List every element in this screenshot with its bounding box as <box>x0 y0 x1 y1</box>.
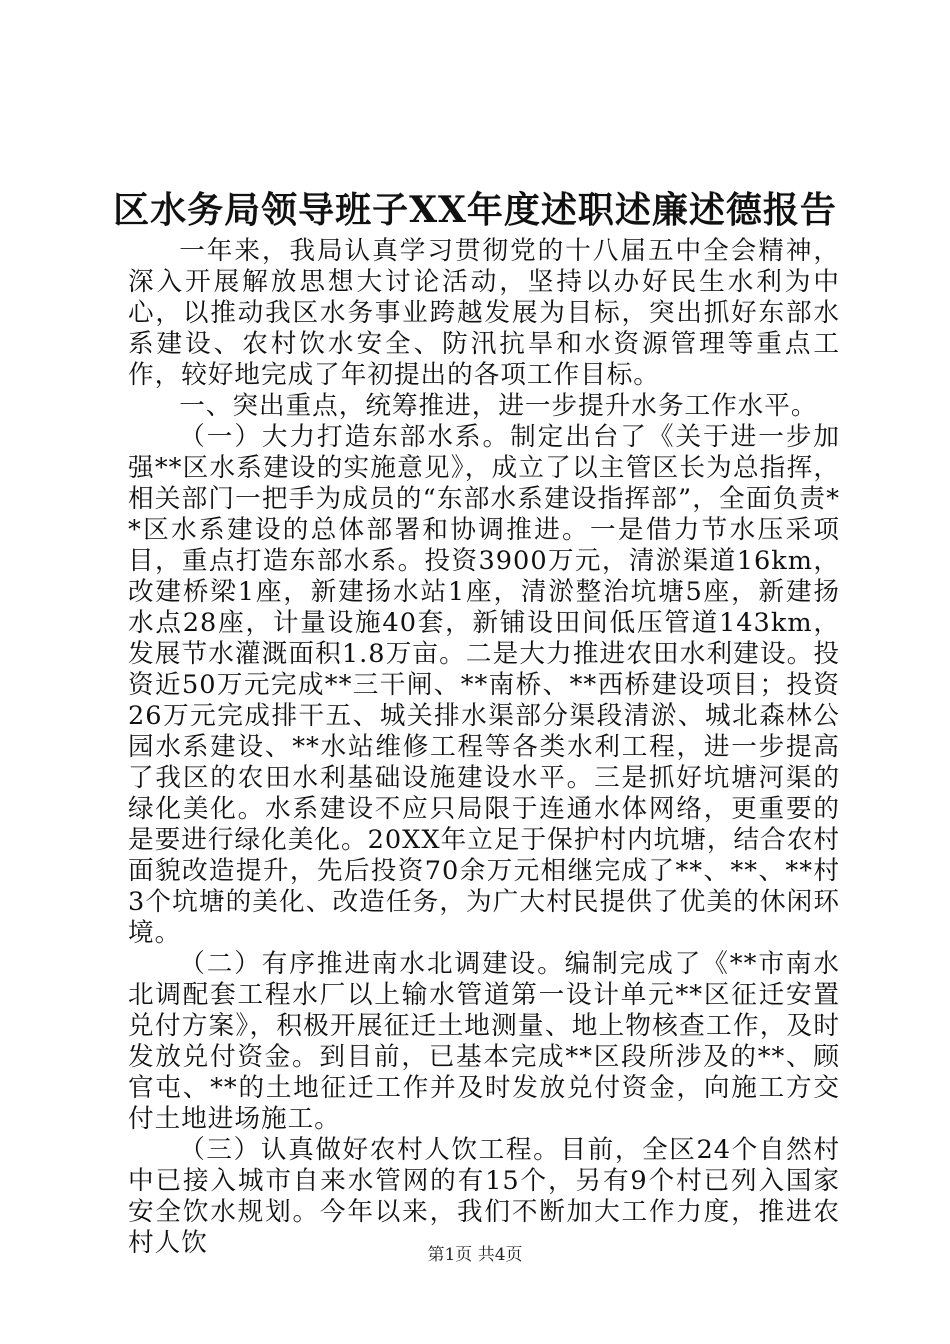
paragraph-section-heading: 一、突出重点，统筹推进，进一步提升水务工作水平。 <box>179 391 818 421</box>
paragraph-water-system: （一）大力打造东部水系。制定出台了《关于进一步加强**区水系建设的实施意见》，成立了以主管区长为总指挥，相关部门一把手为成员的“东部水系建设指挥部”，全面负责**区水系建设的总体部署和协调推进。一是借力节水压采项目，重点打造东部水系。投资3900万元，清淤渠道16km，改建桥梁1座，新建扬水站1座，清淤整治坑塘5座，新建扬水点28座，计量设施40套，新铺设田间低压管道143km，发展节水灌溉面积1.8万亩。二是大力推进农田水利建设。投资近50万元完成**三干闸、**南桥、**西桥建设项目；投资26万元完成排干五、城关排水渠部分渠段清淤、城北森林公园水系建设、**水站维修工程等各类水利工程，进一步提高了我区的农田水利基础设施建设水平。三是抓好坑塘河渠的绿化美化。水系建设不应只局限于连通水体网络，更重要的是要进行绿化美化。20XX年立足于保护村内坑塘，结合农村面貌改造提升，先后投资70余万元相继完成了**、**、**村3个坑塘的美化、改造任务，为广大村民提供了优美的休闲环境。 <box>128 422 840 948</box>
document-body <box>128 236 840 1259</box>
page-number-footer: 第1页 共4页 <box>427 1245 523 1265</box>
paragraph-intro: 一年来，我局认真学习贯彻党的十八届五中全会精神，深入开展解放思想大讨论活动，坚持以办好民生水利为中心，以推动我区水务事业跨越发展为目标，突出抓好东部水系建设、农村饮水安全、防汛抗旱和水资源管理等重点工作，较好地完成了年初提出的各项工作目标。 <box>128 236 840 390</box>
paragraph-rural-drinking-water: （三）认真做好农村人饮工程。目前，全区24个自然村中已接入城市自来水管网的有15个，另有9个村已列入国家安全饮水规划。今年以来，我们不断加大工作力度，推进农村人饮 <box>128 1135 840 1258</box>
document-title: 区水务局领导班子XX年度述职述廉述德报告 <box>113 189 837 231</box>
paragraph-south-north-diversion: （二）有序推进南水北调建设。编制完成了《**市南水北调配套工程水厂以上输水管道第一设计单元**区征迁安置兑付方案》，积极开展征迁土地测量、地上物核查工作，及时发放兑付资金。到目前，已基本完成**区段所涉及的**、顾官屯、**的土地征迁工作并及时发放兑付资金，向施工方交付土地进场施工。 <box>128 949 840 1134</box>
